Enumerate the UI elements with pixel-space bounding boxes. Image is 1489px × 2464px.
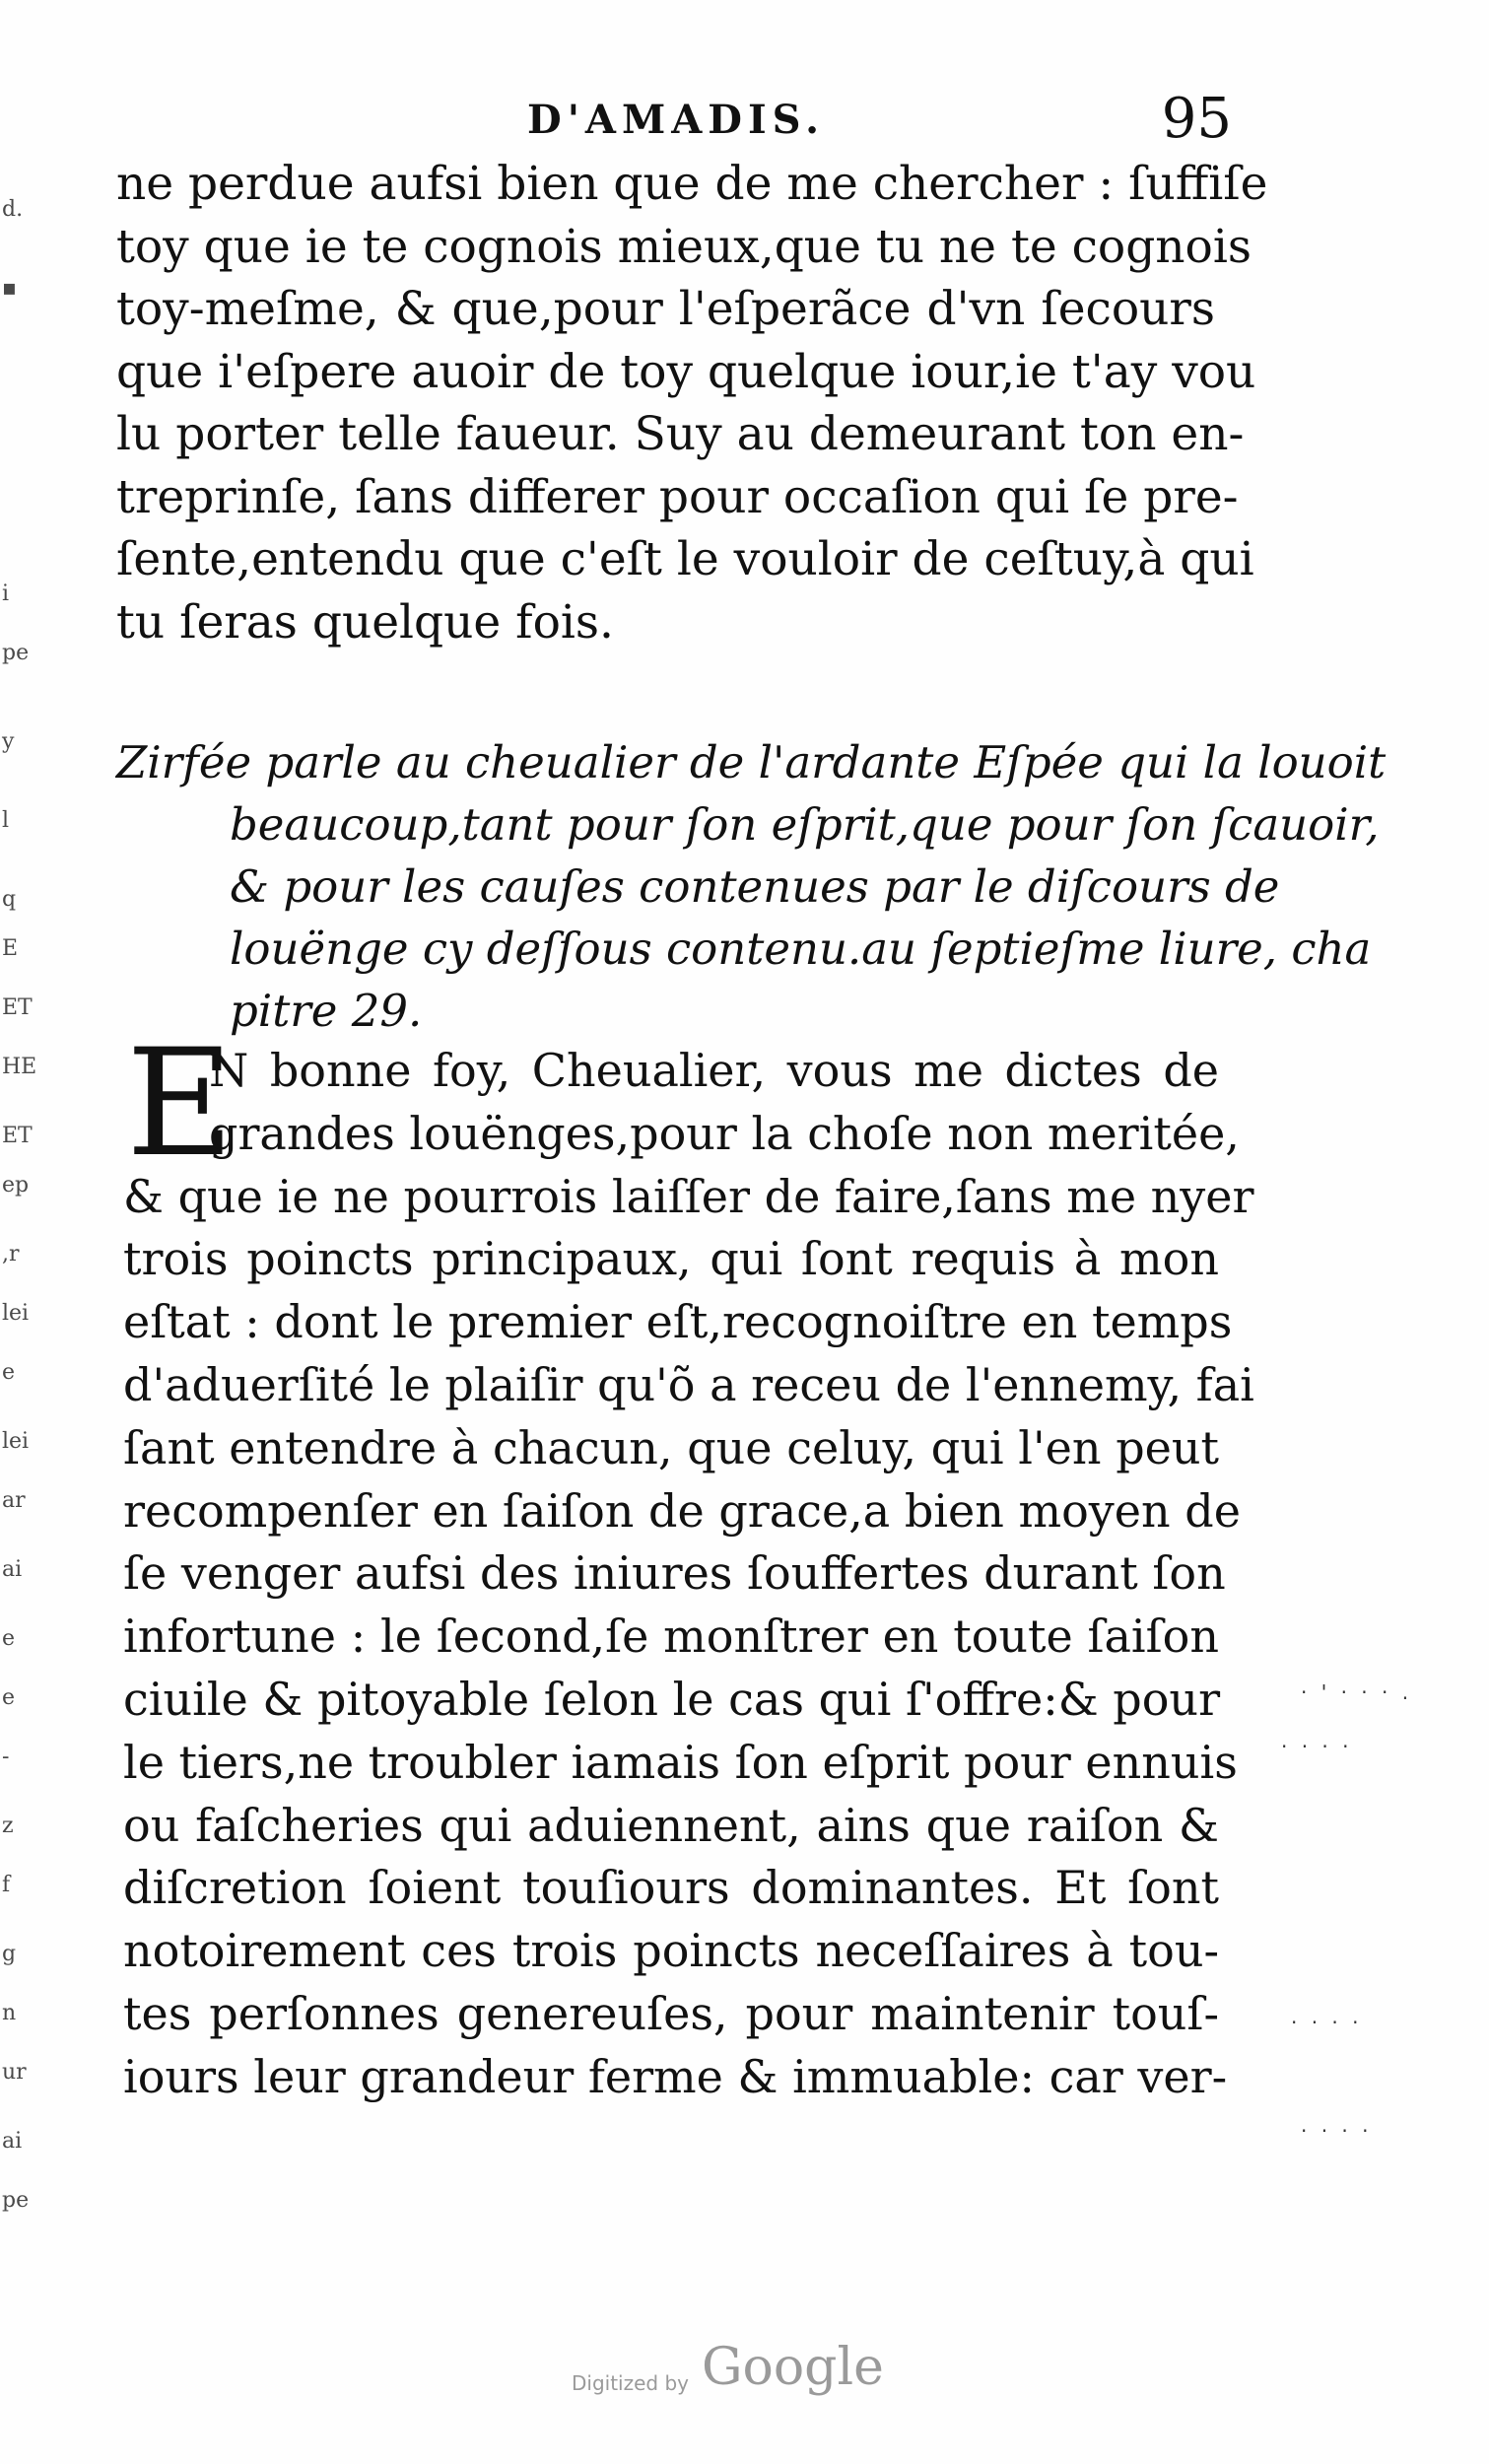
drop-cap: E (126, 1018, 235, 1190)
text-line: tu ſeras quelque fois. (116, 594, 614, 650)
text-line: lu porter telle faueur. Suy au demeurant ton en- (116, 407, 1245, 461)
ink-speckle: · · · · (1301, 2119, 1373, 2143)
page-header (483, 87, 1232, 156)
text-line: d'aduerſité le plaiſir qu'õ a receu de l'ennemy, fai (123, 1357, 1254, 1411)
chapter-rubric (116, 731, 1387, 1042)
text-line: diſcretion ſoient touſiours dominantes. Et ſont (123, 1861, 1219, 1915)
rubric-line: & pour les cauſes contenues par le diſcours de (230, 860, 1280, 913)
text-line: ſe venger aufsi des iniures ſouffertes durant ſon (123, 1546, 1226, 1601)
text-line: le tiers,ne troubler iamais ſon eſprit pour ennuis (123, 1735, 1238, 1789)
rubric-line: louënge cy deſſous contenu.au ſeptieſme liure, cha (230, 923, 1372, 975)
text-line: eſtat : dont le premier eſt,recognoiſtre en temps (123, 1295, 1233, 1349)
ink-speckle: · · · · (1291, 2011, 1363, 2034)
facing-page-bleed: d. ▪ i pe y l q E ET HE ET ep ,r lei e lei ar ai e e - z f g n ur ai pe (2, 197, 37, 2213)
text-line: iours leur grandeur ferme & immuable: car ver- (123, 2049, 1228, 2103)
text-line: ou faſcheries qui aduiennent, ains que raiſon & (123, 1798, 1219, 1852)
watermark-prefix: Digitized by (572, 2371, 689, 2395)
ink-speckle: · ' · · · . (1301, 1680, 1413, 1704)
text-line: ciuile & pitoyable ſelon le cas qui ſ'offre:& pour (123, 1672, 1221, 1726)
text-line: ſente,entendu que c'eſt le vouloir de ceſtuy,à qui (116, 532, 1254, 586)
text-line: ſant entendre à chacun, que celuy, qui l'en peut (123, 1420, 1219, 1474)
rubric-line: Zirfée parle au cheualier de l'ardante Eſpée qui la louoit (116, 736, 1387, 788)
text-line: recompenſer en ſaiſon de grace,a bien moyen de (123, 1483, 1241, 1538)
text-line: N bonne foy, Cheualier, vous me dictes de (209, 1044, 1219, 1097)
text-line: treprinſe, ſans differer pour occaſion qui ſe pre- (116, 469, 1239, 524)
text-line: toy que ie te cognois mieux,que tu ne te cognois (116, 219, 1252, 274)
paragraph-1 (116, 153, 1268, 653)
text-line: infortune : le ſecond,ſe monſtrer en toute ſaiſon (123, 1609, 1219, 1664)
text-line: & que ie ne pourrois laiſſer de faire,ſans me nyer (123, 1169, 1254, 1223)
text-line: tes perſonnes genereuſes, pour maintenir touſ- (123, 1986, 1219, 2040)
running-head: D'AMADIS. (527, 97, 826, 143)
page-number: 95 (1161, 87, 1232, 151)
text-line: ne perdue aufsi bien que de me chercher : ſuffiſe (116, 157, 1268, 211)
rubric-line: pitre 29. (230, 985, 423, 1037)
text-line: toy-meſme, & que,pour l'eſperãce d'vn ſecours (116, 282, 1215, 336)
text-line: notoirement ces trois poincts neceſſaires à tou- (123, 1924, 1219, 1978)
text-line: trois poincts principaux, qui ſont requis à mon (123, 1232, 1219, 1286)
digitization-watermark (572, 2338, 946, 2407)
google-logo: Google (702, 2338, 884, 2397)
text-line: que i'eſpere auoir de toy quelque iour,ie t'ay vou (116, 344, 1256, 399)
rubric-line: beaucoup,tant pour ſon eſprit,que pour ſon ſcauoir, (230, 798, 1380, 851)
ink-speckle: · · · · (1281, 1735, 1353, 1758)
paragraph-2 (123, 1040, 1254, 2109)
text-line: grandes louënges,pour la choſe non meritée, (209, 1106, 1240, 1160)
